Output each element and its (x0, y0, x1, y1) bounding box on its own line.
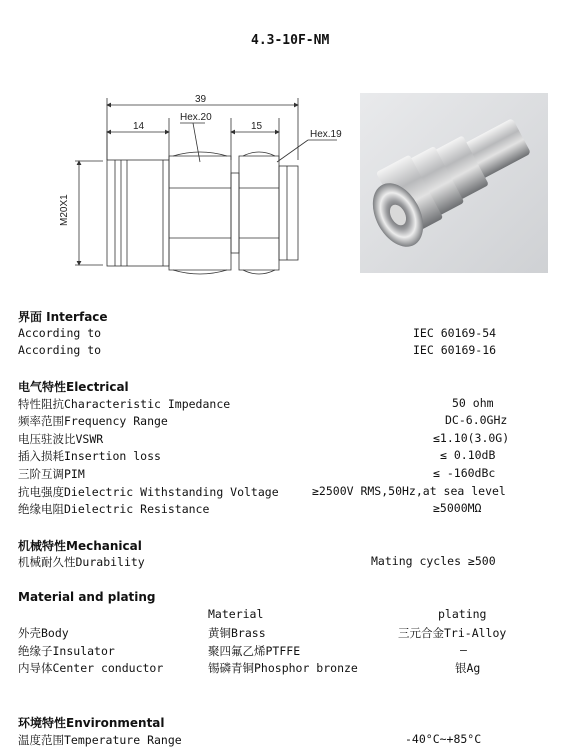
electrical-label-2: 频率范围Frequency Range (18, 414, 168, 428)
mechanical-value-1: Mating cycles ≥500 (371, 554, 496, 568)
electrical-label-5: 三阶互调PIM (18, 467, 85, 481)
electrical-heading: 电气特性Electrical (18, 380, 129, 394)
hex-left-label: Hex.20 (180, 112, 212, 123)
electrical-label-6: 抗电强度Dielectric Withstanding Voltage (18, 485, 279, 499)
electrical-label-7: 绝缘电阻Dielectric Resistance (18, 502, 210, 516)
thread-label: M20X1 (59, 194, 70, 226)
material-part-1: 外壳Body (18, 626, 69, 640)
material-part-3: 内导体Center conductor (18, 661, 164, 675)
electrical-label-4: 插入损耗Insertion loss (18, 449, 161, 463)
electrical-value-1: 50 ohm (452, 396, 494, 410)
product-photo (360, 93, 548, 273)
material-heading: Material and plating (18, 590, 156, 604)
hex-right-label: Hex.19 (310, 129, 342, 140)
mechanical-label-1: 机械耐久性Durability (18, 555, 145, 569)
electrical-value-7: ≥5000MΩ (433, 501, 482, 515)
material-plating-3: 银Ag (455, 661, 481, 675)
mechanical-heading: 机械特性Mechanical (18, 539, 142, 553)
interface-heading: 界面 Interface (18, 310, 108, 324)
environmental-heading: 环境特性Environmental (18, 716, 165, 730)
connector-drawing (55, 88, 342, 273)
electrical-label-1: 特性阻抗Characteristic Impedance (18, 397, 231, 411)
interface-label-2: According to (18, 343, 102, 357)
page-title: 4.3-10F-NM (251, 33, 330, 48)
environmental-value-1: -40°C~+85°C (405, 732, 482, 746)
dim-right-label: 15 (251, 121, 263, 132)
interface-label-1: According to (18, 326, 102, 340)
plating-col-header: plating (438, 607, 487, 621)
material-plating-2: — (460, 643, 467, 657)
dim-total-label: 39 (195, 94, 207, 105)
environmental-label-1: 温度范围Temperature Range (18, 733, 182, 747)
dim-left-label: 14 (133, 121, 145, 132)
material-material-3: 锡磷青铜Phosphor bronze (208, 661, 358, 675)
interface-value-2: IEC 60169-16 (413, 343, 497, 357)
electrical-value-6: ≥2500V RMS,50Hz,at sea level (312, 484, 506, 498)
material-material-2: 聚四氟乙烯PTFFE (208, 644, 301, 658)
electrical-value-5: ≤ -160dBc (433, 466, 496, 480)
material-part-2: 绝缘子Insulator (18, 644, 115, 658)
electrical-value-2: DC-6.0GHz (445, 413, 508, 427)
electrical-value-4: ≤ 0.10dB (440, 448, 496, 462)
electrical-label-3: 电压驻波比VSWR (18, 432, 104, 446)
interface-value-1: IEC 60169-54 (413, 326, 497, 340)
material-col-header: Material (208, 607, 264, 621)
material-material-1: 黄铜Brass (208, 626, 266, 640)
electrical-value-3: ≤1.10(3.0G) (433, 431, 510, 445)
material-plating-1: 三元合金Tri-Alloy (398, 626, 507, 640)
